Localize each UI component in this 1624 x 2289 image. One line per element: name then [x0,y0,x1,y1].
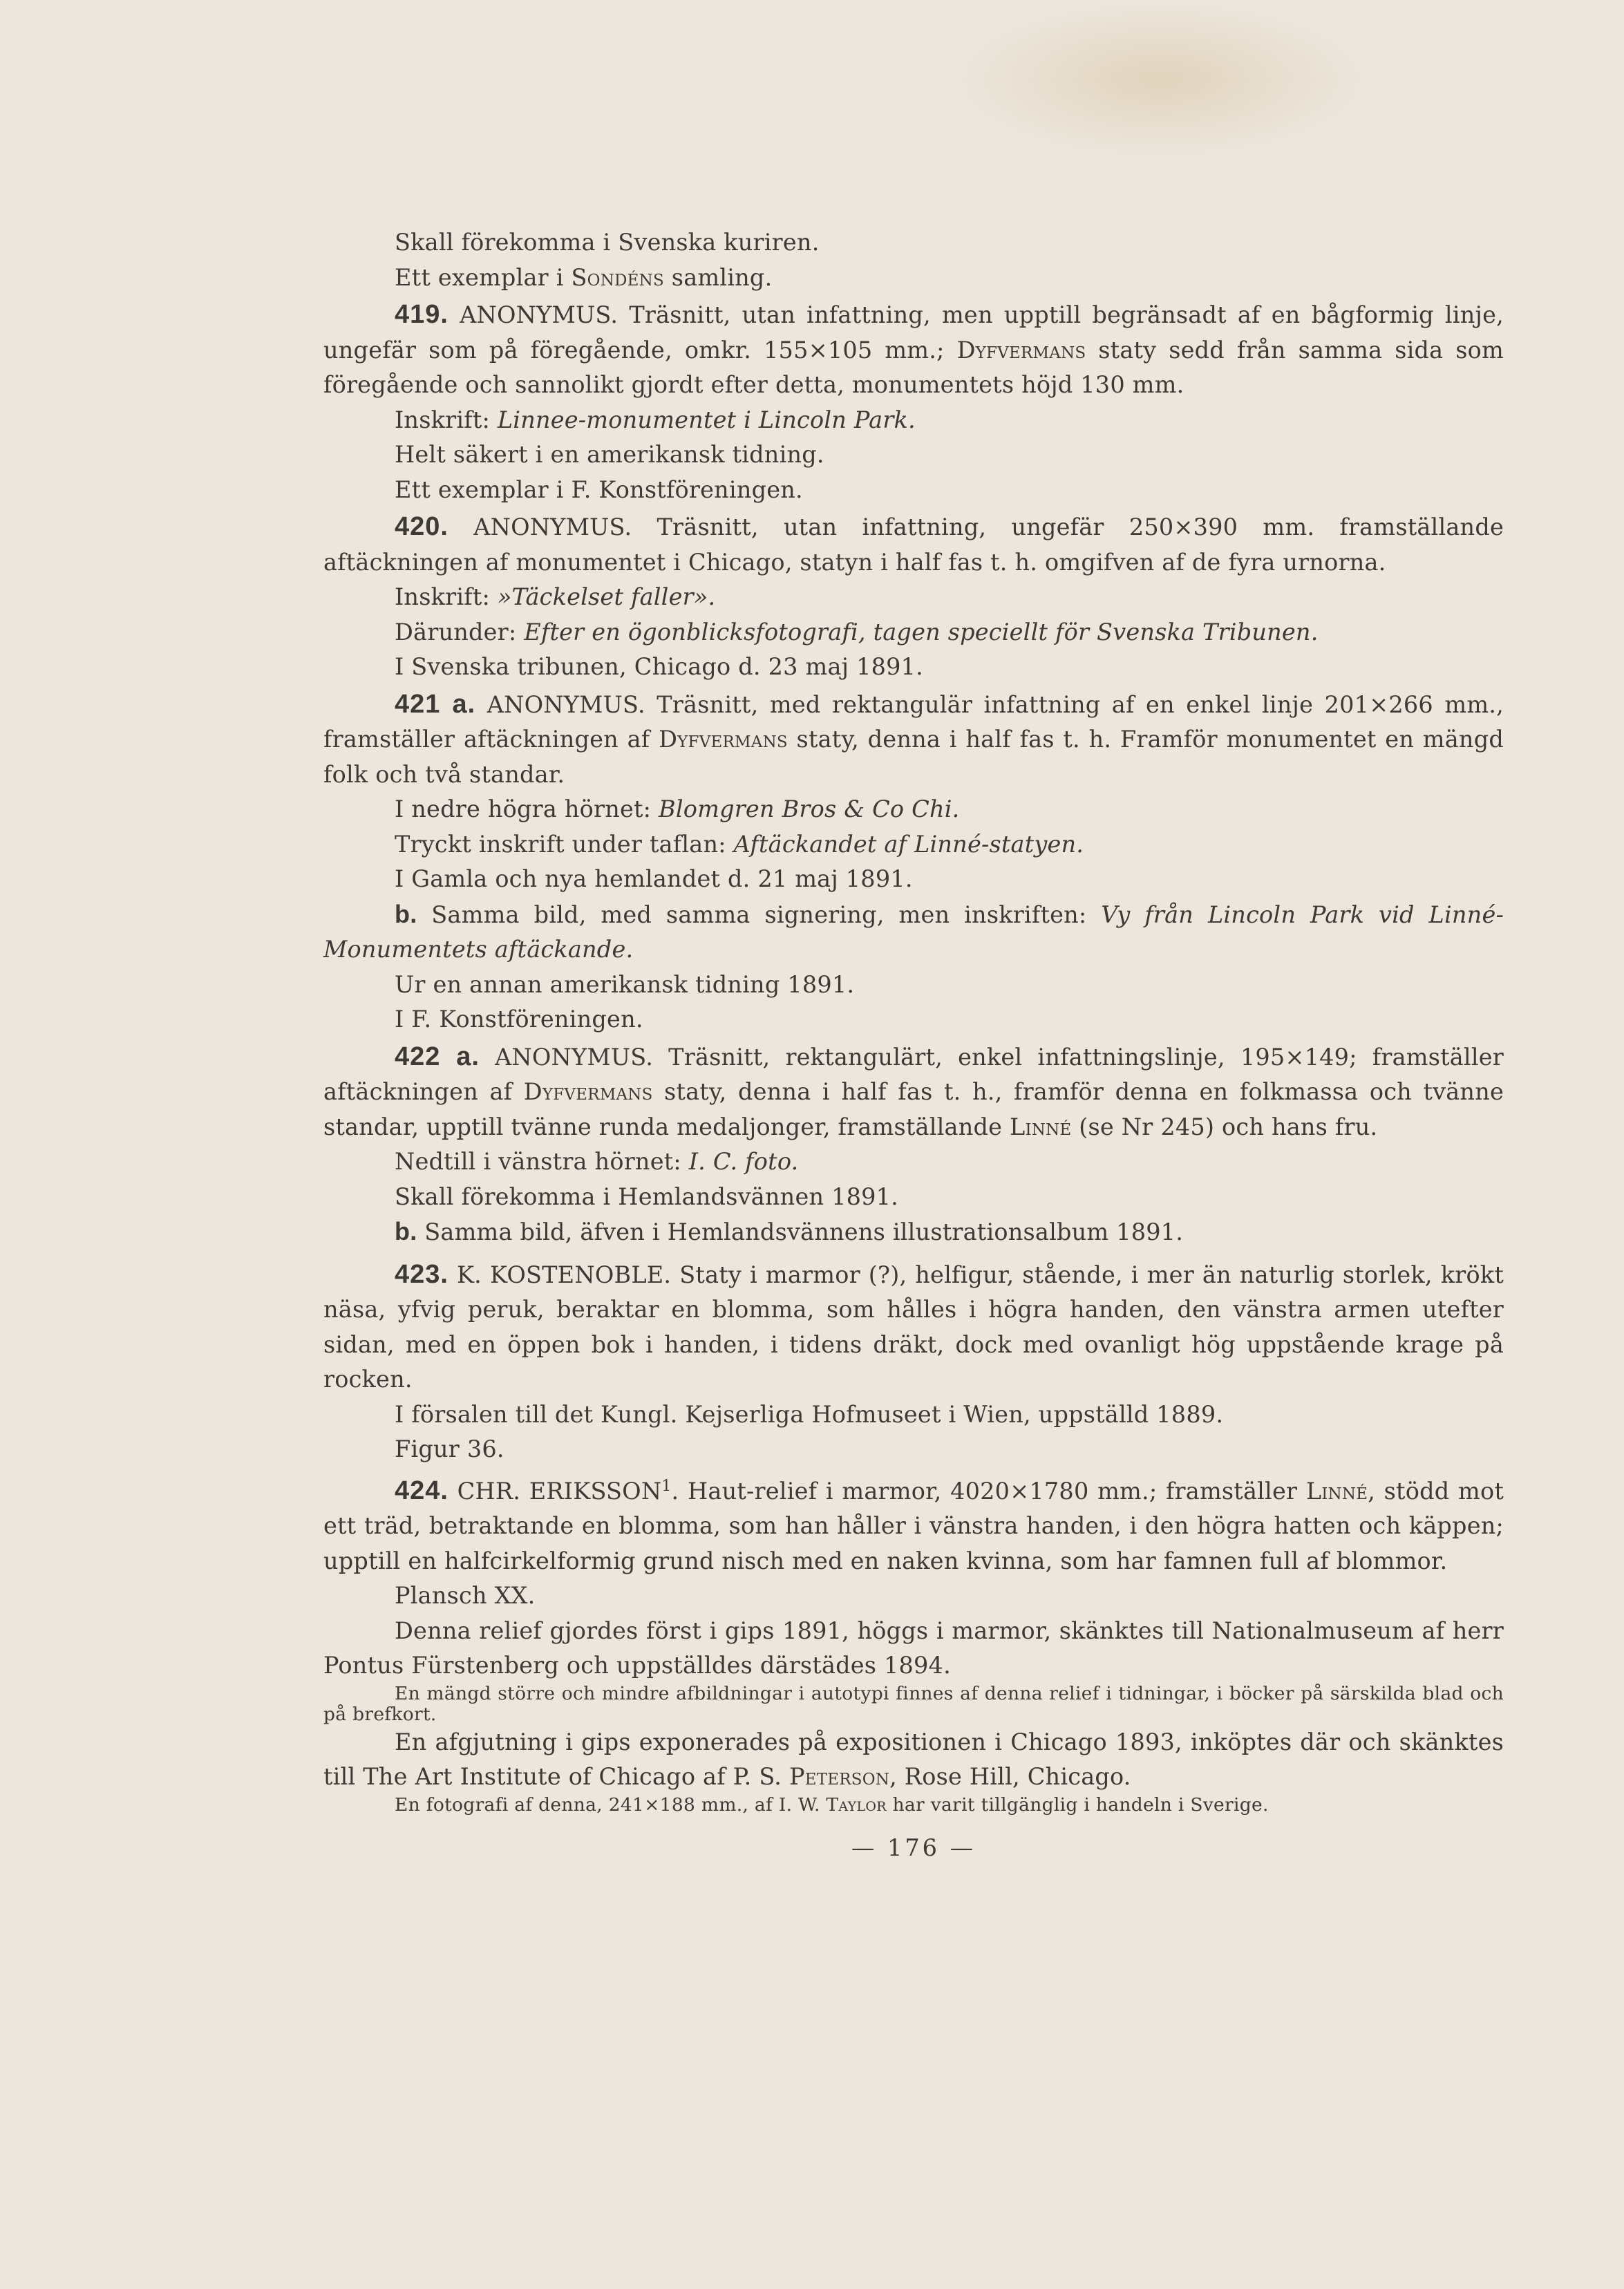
italic-text: Efter en ögonblicksfotografi, tagen speciellt för Svenska Tribunen. [524,618,1319,646]
text: , Rose Hill, Chicago. [889,1763,1131,1791]
text: Helt säkert i en amerikansk tidning. [395,441,824,468]
name-smallcaps: Dyfvermans [956,336,1086,364]
text: Nedtill i vänstra hörnet: [395,1148,689,1175]
text: , stödd mot ett träd, betraktande en blomma, som han håller i vänstra handen, i den högra hatten och käppen; upptill en halfcirkelformig grund nisch med en naken kvinna, som har famnen full af blommor. [323,1477,1504,1574]
entry-420 [323,509,1504,580]
entry-424-cast [323,1725,1504,1795]
text: (se Nr 245) och hans fru. [1071,1113,1378,1140]
name-smallcaps: Linné [1010,1113,1072,1140]
text: Denna relief gjordes först i gips 1891, höggs i marmor, skänktes till Nationalmuseum af herr Pontus Fürstenberg och uppställdes därstädes 1894. [323,1617,1504,1679]
italic-text: Blomgren Bros & Co Chi. [659,795,960,822]
entry-421a-corner [323,792,1504,827]
text: I försalen till det Kungl. Kejserliga Hofmuseet i Wien, uppställd 1889. [395,1400,1224,1428]
entry-number: 424. [395,1476,449,1505]
text: En afgjutning i gips exponerades på expositionen i Chicago 1893, inköptes där och skänktes till The Art Institute of Chicago af P. S. [323,1728,1504,1791]
entry-420-inscription [323,580,1504,615]
entry-subletter: b. [395,1217,417,1245]
name-smallcaps: Peterson [789,1763,890,1791]
line-sondens [323,261,1504,296]
entry-423-figure [323,1432,1504,1467]
text: staty, denna i half fas t. h., framför denna en folkmassa och tvänne standar, upptill tvänne runda medaljonger, framställande [323,1078,1504,1140]
text: K. KOSTENOBLE. Staty i marmor (?), helfigur, stående, i mer än naturlig storlek, krökt näsa, yfvig peruk, beraktar en blomma, som hålles i högra handen, den vänstra armen utefter sidan, med en öppen bok i handen, i tidens dräkt, dock med ovanligt hög uppstående krage på rocken. [323,1261,1504,1393]
entry-423-location [323,1397,1504,1433]
page-number: — 176 — [851,1834,976,1861]
text: ANONYMUS. Träsnitt, utan infattning, men upptill begränsadt af en bågformig linje, ungefär som på föregående, omkr. 155×105 mm.; [323,301,1504,364]
text: En mängd större och mindre afbildningar i autotypi finnes af denna relief i tidningar, i böcker på särskilda blad och på brefkort. [323,1682,1504,1725]
text: samling. [663,263,773,291]
text: Skall förekomma i Svenska kuriren. [395,229,820,256]
text: I nedre högra hörnet: [395,795,659,822]
text: ANONYMUS. Träsnitt, utan infattning, ungefär 250×390 mm. framställande aftäckningen af monumentet i Chicago, statyn i half fas t. h. omgifven af de fyra urnorna. [323,514,1504,576]
entry-421a-source [323,862,1504,897]
italic-text: Linnee-monumentet i Lincoln Park. [497,406,916,433]
entry-420-below [323,615,1504,650]
text: staty, denna i half fas t. h. Framför monumentet en mängd folk och två standar. [323,726,1504,788]
entry-422a-source [323,1180,1504,1215]
entry-419 [323,297,1504,403]
entry-422b [323,1214,1504,1250]
entry-422a-corner [323,1144,1504,1180]
entry-number: 423. [395,1259,449,1289]
name-smallcaps: Linné [1305,1477,1368,1505]
italic-text: Aftäckandet af Linné-statyen. [733,830,1084,858]
entry-421b [323,897,1504,968]
text: Plansch XX. [395,1582,536,1610]
entry-421a-printed [323,827,1504,863]
text: Inskrift: [395,583,498,610]
entry-419-note [323,437,1504,473]
italic-text: I. C. foto. [688,1148,799,1175]
text: har varit tillgänglig i handeln i Sverige. [886,1793,1269,1816]
entry-419-inscription [323,403,1504,438]
entry-424-photo-note [323,1795,1504,1816]
text: ANONYMUS. Träsnitt, med rektangulär infattning af en enkel linje 201×266 mm., framställer aftäckningen af [323,690,1504,753]
entry-424-history [323,1614,1504,1684]
italic-text: Vy från Lincoln Park vid Linné-Monumentets aftäckande. [323,901,1504,963]
entry-421b-copy [323,1002,1504,1037]
italic-text: »Täckelset faller». [497,583,716,610]
name-smallcaps: Taylor [826,1793,887,1816]
entry-424-smallnote [323,1684,1504,1725]
entry-number: 419. [395,300,449,329]
text: Samma bild, med samma signering, men inskriften: [417,901,1102,928]
text: ANONYMUS. Träsnitt, rektangulärt, enkel infattningslinje, 195×149; framställer aftäckningen af [323,1043,1504,1105]
text: I Svenska tribunen, Chicago d. 23 maj 1891. [395,653,923,680]
entry-424 [323,1469,1504,1579]
entry-420-source [323,650,1504,685]
text: staty sedd från samma sida som föregående och sannolikt gjordt efter detta, monumentets höjd 130 mm. [323,336,1504,398]
text: Tryckt inskrift under taflan: [395,830,734,858]
text: . Haut-relief i marmor, 4020×1780 mm.; framställer [671,1477,1306,1505]
entry-421a [323,687,1504,793]
name-smallcaps: Sondéns [571,263,664,291]
entry-number: 422 a. [395,1042,480,1071]
name-smallcaps: Dyfvermans [659,726,788,753]
text: I Gamla och nya hemlandet d. 21 maj 1891. [395,865,913,892]
footnote-marker: 1 [661,1477,672,1495]
text: En fotografi af denna, 241×188 mm., af I. W. [395,1793,827,1816]
text: CHR. ERIKSSON [448,1477,662,1505]
entry-419-copy [323,473,1504,508]
paper-stain [954,0,1368,159]
entry-number: 421 a. [395,689,476,719]
entry-421b-source [323,968,1504,1003]
text: I F. Konstföreningen. [395,1006,643,1033]
text: Figur 36. [395,1435,504,1462]
entry-422a [323,1039,1504,1145]
name-smallcaps: Dyfvermans [523,1078,653,1105]
text: Skall förekomma i Hemlandsvännen 1891. [395,1183,898,1210]
text: Ur en annan amerikansk tidning 1891. [395,970,855,998]
entry-424-plate [323,1579,1504,1614]
entry-number: 420. [395,512,449,541]
entry-subletter: b. [395,899,417,928]
page-text [323,225,1504,1865]
entry-423 [323,1257,1504,1397]
text: Därunder: [395,618,525,646]
text: Ett exemplar i F. Konstföreningen. [395,475,803,503]
text: Ett exemplar i [395,263,572,291]
text: Samma bild, äfven i Hemlandsvännens illustrationsalbum 1891. [417,1218,1184,1245]
text: Inskrift: [395,406,498,433]
line-kuriren [323,225,1504,261]
